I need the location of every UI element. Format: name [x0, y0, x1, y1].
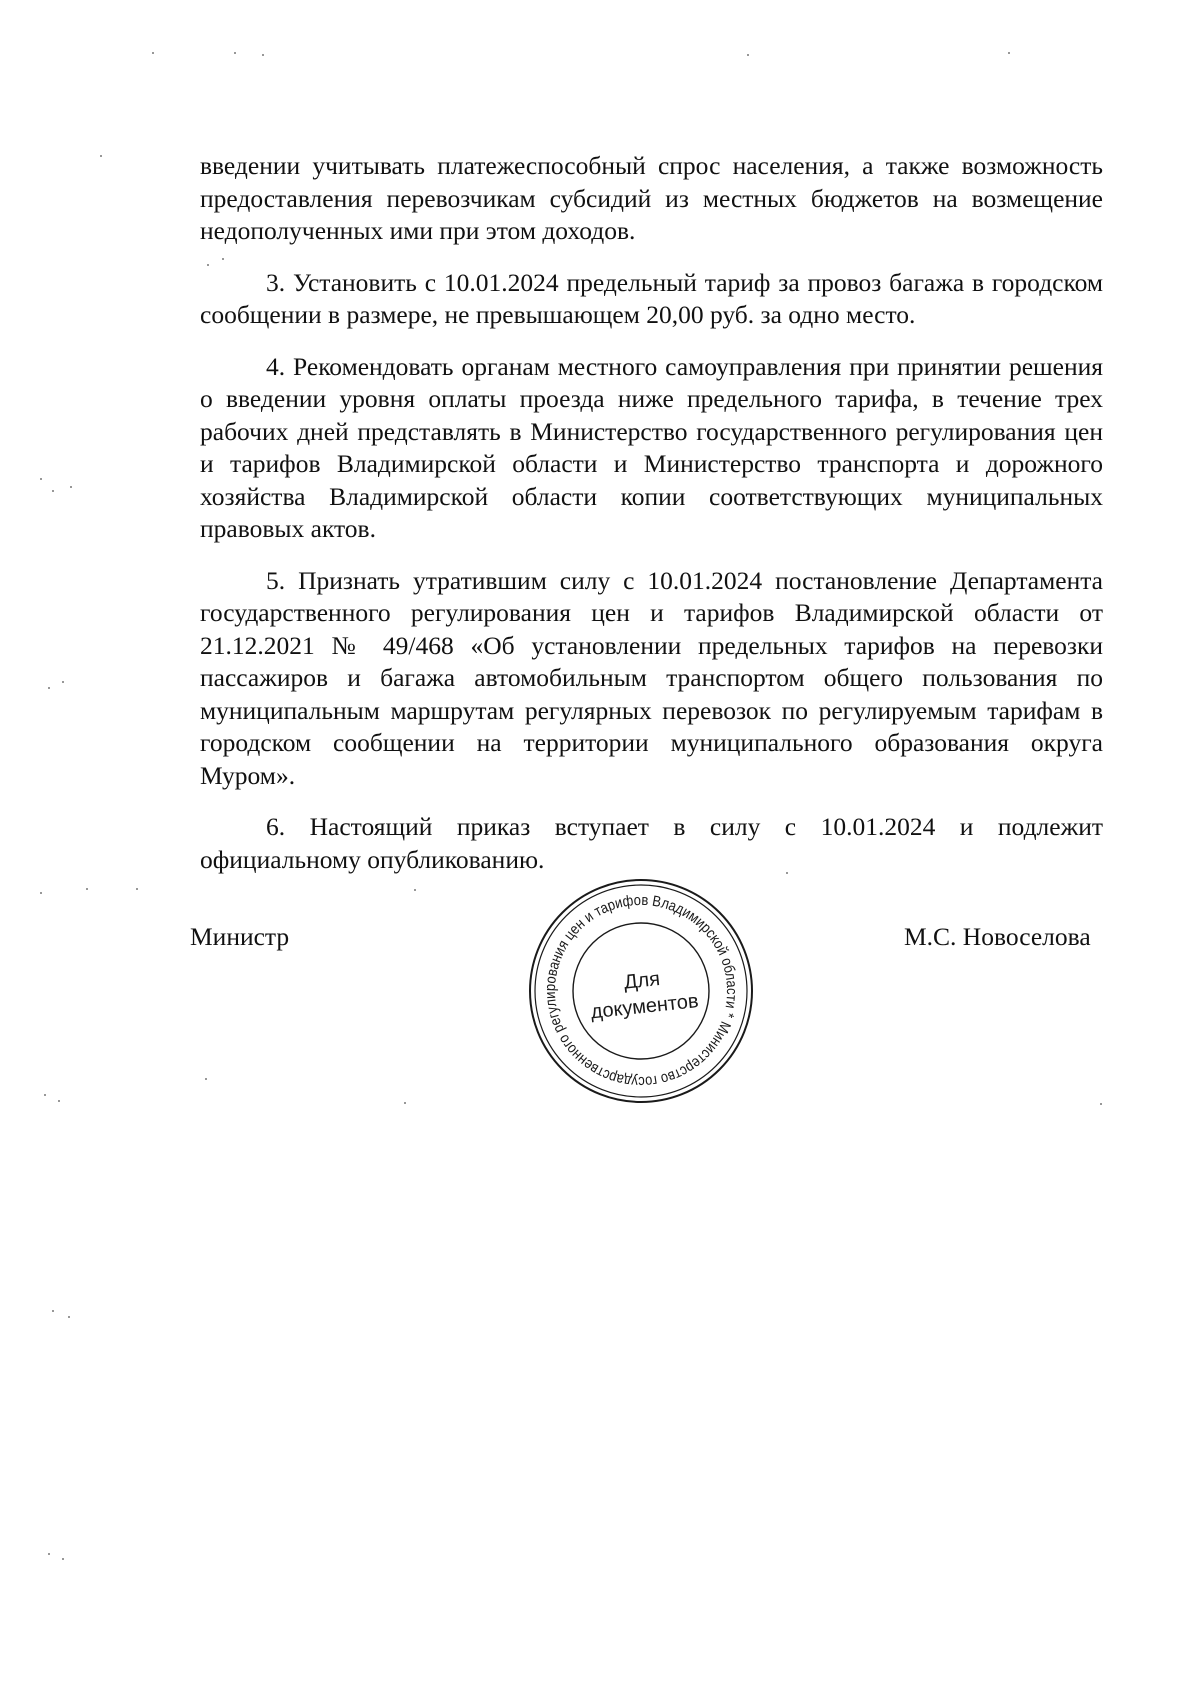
paragraph-item-3: 3. Установить с 10.01.2024 предельный тариф за провоз багажа в городском сообщении в размере, не превышающем 20,00 руб. за одно место.: [200, 267, 1103, 329]
paragraph-item-5: 5. Признать утратившим силу с 10.01.2024 постановление Департамента государственного регулирования цен и тарифов Владимирской области от 21.12.2021 № 49/468 «Об установлении предельных тарифов на перевозки пассажиров и багажа автомобильным транспортом общего пользования по муниципальным маршрутам регулярных перевозок по регулируемым тарифам в городском сообщении на территории муниципального образования округа Муром».: [200, 565, 1103, 790]
paragraph-continuation: введении учитывать платежеспособный спрос населения, а также возможность предоставления перевозчикам субсидий из местных бюджетов на возмещение недополученных ими при этом доходов.: [200, 151, 1103, 245]
seal-center-line-1: Для: [622, 968, 662, 994]
paragraph-item-6: 6. Настоящий приказ вступает в силу с 10.01.2024 и подлежит официальному опубликованию.: [200, 812, 1103, 874]
seal-ring-text: Министерство государственного регулирования цен и тарифов Владимирской области *: [541, 891, 741, 1091]
paragraph-item-4: 4. Рекомендовать органам местного самоуправления при принятии решения о введении уровня оплаты проезда ниже предельного тарифа, в течение трех рабочих дней представлять в Министерство государственного регулирования цен и тарифов Владимирской области и Министерство транспорта и дорожного хозяйства Владимирской области копии соответствующих муниципальных правовых актов.: [200, 351, 1103, 543]
signer-name: М.С. Новоселова: [904, 922, 1091, 951]
seal-center-line-2: документов: [589, 990, 700, 1024]
signer-position: Министр: [190, 922, 290, 951]
